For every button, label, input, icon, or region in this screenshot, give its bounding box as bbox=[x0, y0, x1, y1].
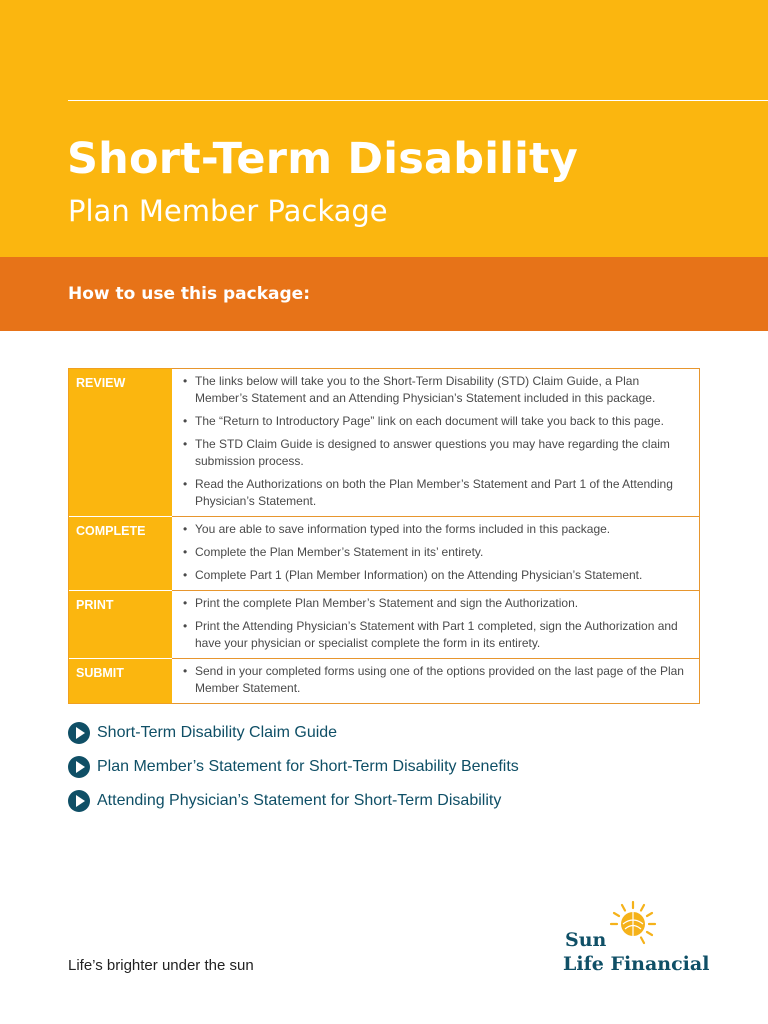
logo-text-sun: Sun bbox=[565, 929, 607, 951]
sun-life-logo bbox=[563, 898, 733, 978]
step-label: REVIEW bbox=[69, 369, 173, 517]
step-content bbox=[172, 517, 700, 591]
link-label[interactable]: Short-Term Disability Claim Guide bbox=[97, 724, 338, 741]
tagline: Life’s brighter under the sun bbox=[68, 957, 254, 974]
step-label: PRINT bbox=[69, 591, 173, 659]
link-label[interactable]: Attending Physician’s Statement for Short-Term Disability bbox=[97, 792, 502, 809]
instructions-heading: How to use this package: bbox=[68, 284, 311, 304]
step-row-submit bbox=[69, 659, 700, 704]
link-plan-member-statement[interactable] bbox=[68, 756, 519, 778]
step-bullet: • The links below will take you to the Short-Term Disability (STD) Claim Guide, a Plan Member’s Statement and an Attending Physician’s Statement included in this package. bbox=[180, 373, 693, 407]
step-row-complete bbox=[69, 517, 700, 591]
sun-icon bbox=[607, 898, 659, 950]
play-circle-icon[interactable] bbox=[68, 722, 90, 744]
step-content bbox=[172, 591, 700, 659]
link-attending-physician-statement[interactable] bbox=[68, 790, 519, 812]
step-bullet: • Print the complete Plan Member’s Statement and sign the Authorization. bbox=[180, 595, 693, 612]
step-row-review bbox=[69, 369, 700, 517]
step-content bbox=[172, 659, 700, 704]
step-bullet: • The STD Claim Guide is designed to answer questions you may have regarding the claim submission process. bbox=[180, 436, 693, 470]
page-subtitle: Plan Member Package bbox=[68, 194, 388, 228]
step-row-print bbox=[69, 591, 700, 659]
step-bullet: • Complete Part 1 (Plan Member Information) on the Attending Physician’s Statement. bbox=[180, 567, 693, 584]
step-label: SUBMIT bbox=[69, 659, 173, 704]
step-bullet: • Print the Attending Physician’s Statement with Part 1 completed, sign the Authorization and have your physician or specialist complete the form in its entirety. bbox=[180, 618, 693, 652]
step-bullet: • The “Return to Introductory Page” link on each document will take you back to this page. bbox=[180, 413, 693, 430]
header-divider bbox=[68, 100, 768, 101]
link-label[interactable]: Plan Member’s Statement for Short-Term Disability Benefits bbox=[97, 758, 519, 775]
play-circle-icon[interactable] bbox=[68, 756, 90, 778]
step-bullet: • Read the Authorizations on both the Plan Member’s Statement and Part 1 of the Attending Physician’s Statement. bbox=[180, 476, 693, 510]
page-title: Short-Term Disability bbox=[67, 134, 579, 184]
step-content bbox=[172, 369, 700, 517]
step-bullet: • You are able to save information typed into the forms included in this package. bbox=[180, 521, 693, 538]
link-claim-guide[interactable] bbox=[68, 722, 519, 744]
step-bullet: • Complete the Plan Member’s Statement in its’ entirety. bbox=[180, 544, 693, 561]
step-label: COMPLETE bbox=[69, 517, 173, 591]
logo-text-life-financial: Life Financial bbox=[563, 953, 710, 975]
play-circle-icon[interactable] bbox=[68, 790, 90, 812]
steps-table bbox=[68, 368, 700, 704]
step-bullet: • Send in your completed forms using one of the options provided on the last page of the Plan Member Statement. bbox=[180, 663, 693, 697]
document-links bbox=[68, 722, 519, 824]
